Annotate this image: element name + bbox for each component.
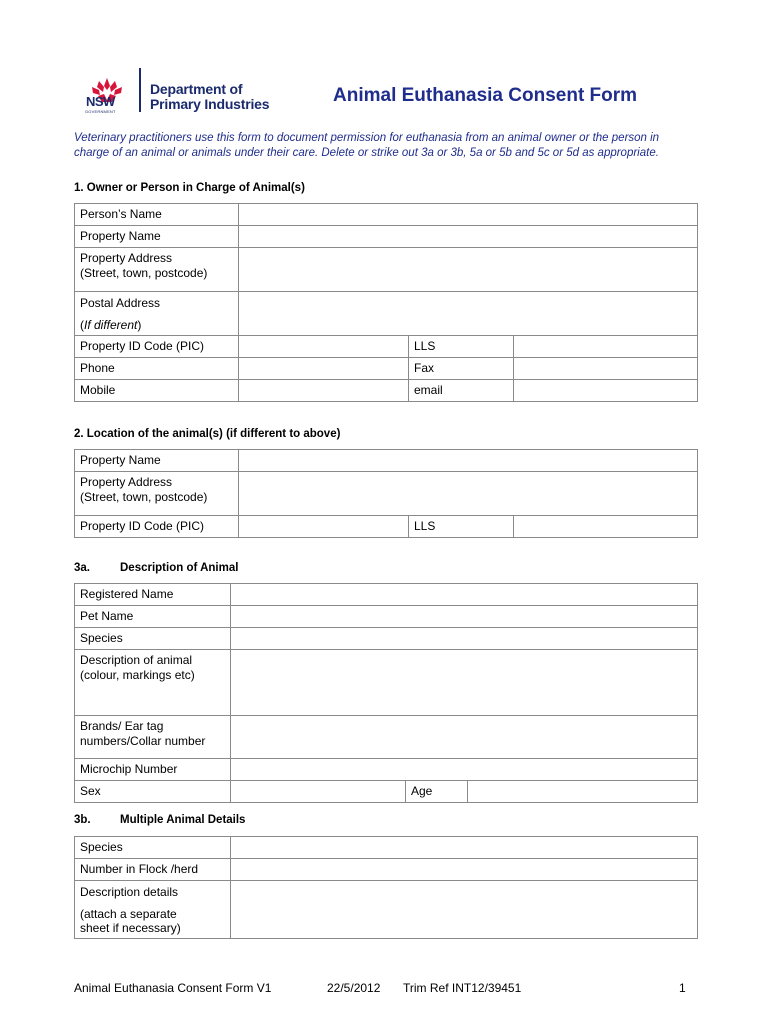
section-3a-title: Description of Animal [120,562,239,574]
animal-description-line-1: Description of animal [80,653,193,667]
lls-label: LLS [409,336,514,358]
brands-field[interactable] [231,716,698,759]
government-wordmark: GOVERNMENT [85,109,116,114]
multi-species-label: Species [75,837,231,859]
multiple-animals-table [74,836,698,939]
location-table [74,449,698,538]
persons-name-field[interactable] [239,204,698,226]
persons-name-label: Person’s Name [75,204,239,226]
location-property-address-field[interactable] [239,472,698,516]
logo-divider [139,68,141,112]
postal-paren-close: ) [137,317,142,332]
microchip-field[interactable] [231,759,698,781]
animal-description-label [75,650,231,716]
form-title: Animal Euthanasia Consent Form [333,85,638,106]
registered-name-label: Registered Name [75,584,231,606]
multi-species-field[interactable] [231,837,698,859]
dpi-logo [84,66,284,116]
phone-field[interactable] [239,358,409,380]
section-3a-number: 3a. [74,562,90,574]
fax-field[interactable] [514,358,698,380]
footer-form-name: Animal Euthanasia Consent Form V1 [74,981,272,995]
sex-field[interactable] [231,781,406,803]
postal-if-different: If different [84,317,138,332]
department-line-2: Primary Industries [150,96,270,112]
pic-label: Property ID Code (PIC) [75,336,239,358]
postal-paren-open: ( [80,317,84,332]
description-details-field[interactable] [231,881,698,939]
section-1-heading: 1. Owner or Person in Charge of Animal(s) [74,182,305,194]
department-name [150,82,269,112]
email-label: email [409,380,514,402]
location-pic-label: Property ID Code (PIC) [75,516,239,538]
phone-label: Phone [75,358,239,380]
species-label: Species [75,628,231,650]
mobile-label: Mobile [75,380,239,402]
postal-address-line-1: Postal Address [80,296,161,310]
number-in-flock-field[interactable] [231,859,698,881]
footer-trim-ref: Trim Ref INT12/39451 [403,981,522,995]
postal-address-line-2 [80,318,233,333]
mobile-field[interactable] [239,380,409,402]
brands-line-1: Brands/ Ear tag [80,719,164,733]
property-name-field[interactable] [239,226,698,248]
attach-line-2: sheet if necessary) [80,921,181,935]
postal-address-field[interactable] [239,292,698,336]
section-3b-heading [74,814,245,826]
email-field[interactable] [514,380,698,402]
animal-description-line-2: (colour, markings etc) [80,667,195,682]
location-address-line-2: (Street, town, postcode) [80,489,208,504]
description-details-line: Description details [80,885,179,899]
section-2-heading: 2. Location of the animal(s) (if different to above) [74,428,341,440]
location-property-name-field[interactable] [239,450,698,472]
description-details-label [75,881,231,939]
section-3b-number: 3b. [74,814,91,826]
property-address-label [75,248,239,292]
brands-label [75,716,231,759]
location-pic-field[interactable] [239,516,409,538]
owner-table [74,203,698,402]
lls-field[interactable] [514,336,698,358]
intro-text: Veterinary practitioners use this form to document permission for euthanasia from an animal owner or the person in charge of an animal or animals under their care. Delete or strike out 3a or 3b, 5a or 5b and 5c or 5d as appropriate. [74,132,660,159]
age-label: Age [406,781,468,803]
location-property-name-label: Property Name [75,450,239,472]
location-address-line-1: Property Address [80,475,173,489]
nsw-wordmark: NSW [86,94,115,109]
fax-label: Fax [409,358,514,380]
pet-name-field[interactable] [231,606,698,628]
location-lls-field[interactable] [514,516,698,538]
pic-field[interactable] [239,336,409,358]
microchip-label: Microchip Number [75,759,231,781]
section-3b-title: Multiple Animal Details [120,814,246,826]
postal-address-label [75,292,239,336]
section-3a-heading [74,562,238,574]
brands-line-2: numbers/Collar number [80,733,206,748]
footer-date: 22/5/2012 [327,981,381,995]
location-property-address-label [75,472,239,516]
department-line-1: Department of [150,81,243,97]
registered-name-field[interactable] [231,584,698,606]
number-in-flock-label: Number in Flock /herd [75,859,231,881]
property-address-line-2: (Street, town, postcode) [80,265,208,280]
footer-page-number: 1 [679,981,686,995]
attach-line-1: (attach a separate [80,906,177,921]
animal-description-table [74,583,698,803]
property-address-field[interactable] [239,248,698,292]
age-field[interactable] [468,781,698,803]
pet-name-label: Pet Name [75,606,231,628]
property-name-label: Property Name [75,226,239,248]
species-field[interactable] [231,628,698,650]
location-lls-label: LLS [409,516,514,538]
sex-label: Sex [75,781,231,803]
animal-description-field[interactable] [231,650,698,716]
property-address-line-1: Property Address [80,251,173,265]
